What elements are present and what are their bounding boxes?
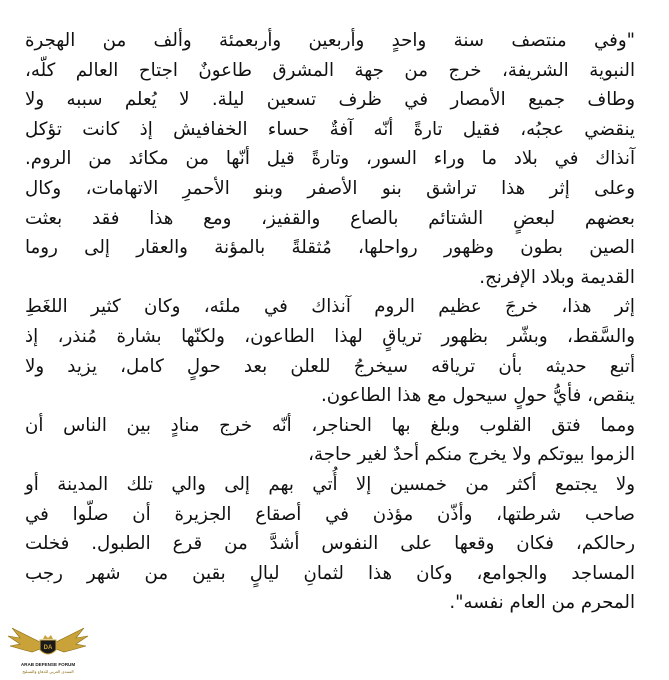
text-line-1: "وفي منتصف سنة واحدٍ وأربعين وأربعمئة وألف من الهجرة [25,30,635,51]
text-line-9: القديمة وبلاد الإفرنج. [479,266,635,288]
text-line-7: بعضهم لبعضٍ الشتائم بالصاع والقفيز، ومع هذا فقد بعثت [25,207,635,229]
text-line-20: المحرم من العام نفسه". [449,592,635,614]
text-line-11: والسَّقط، وبشّر بظهور ترياقٍ لهذا الطاعون، ولكنّها بشارة مُنذر، إذ [25,325,635,347]
text-line-13: ينقص، فأيُّ حولٍ سيحول مع هذا الطاعون. [320,385,635,407]
text-line-2: النبوية الشريفة، خرج من جهة المشرق طاعونٌ اجتاح العالم كلّه، [25,59,635,81]
logo-tagline-text: المنتدى العربي للدفاع والتسليح [22,669,74,674]
forum-logo-watermark [2,616,94,678]
text-line-14: ومما فتق القلوب وبلغ بها الحناجر، أنّه خرج منادٍ بين الناس أن [25,414,635,436]
text-line-12: أتبع حديثه بأن ترياقه سيخرجُ للعلن بعد حولٍ كامل، يزيد ولا [25,355,635,377]
logo-title-text: ARAB DEFENSE FORUM [20,662,76,667]
text-line-6: وعلى إثر هذا تراشق بنو الأصفر وبنو الأحمرِ الاتهامات، وكال [25,177,635,199]
logo-initials: DA [43,645,53,651]
text-line-4: ينقضي عجبُه، فقيل تارةً أنّه آفةٌ حساء الخفافيش إذ كانت تؤكل [25,118,635,140]
text-line-15: الزموا بيوتكم ولا يخرج منكم أحدٌ لغير حاجة، [308,444,635,466]
text-line-17: صاحب شرطتها، وأذّن مؤذن في أصقاع الجزيرة أن صلّوا في [25,503,635,525]
crown-shape [43,635,53,639]
text-line-3: وطاف جميع الأمصار في ظرف تسعين ليلة. لا يُعلم سببه ولا [25,89,635,111]
text-line-8: الصين بطون وظهور رواحلها، مُثقلةً بالمؤنة والعقار إلى روما [25,237,635,259]
body-text [25,26,635,618]
eagle-logo-icon [2,616,94,678]
text-line-16: ولا يجتمع أكثر من خمسين إلا أُتي بهم إلى والي تلك المدينة أو [25,473,635,495]
text-line-19: المساجد والجوامع، وكان هذا لثمانِ ليالٍ بقين من شهر رجب [25,562,635,584]
text-line-18: رحالكم، فكان وقعها على النفوس أشدَّ من قرع الطبول. فخلت [25,533,635,555]
text-line-10: إثر هذا، خرجَ عظيم الروم آنذاك في ملئه، وكان كثير اللغَطِ [25,296,635,318]
text-line-5: آنذاك في بلاد ما وراء السور، وتارةً قيل أنّها من مكائد من الروم. [25,148,635,170]
